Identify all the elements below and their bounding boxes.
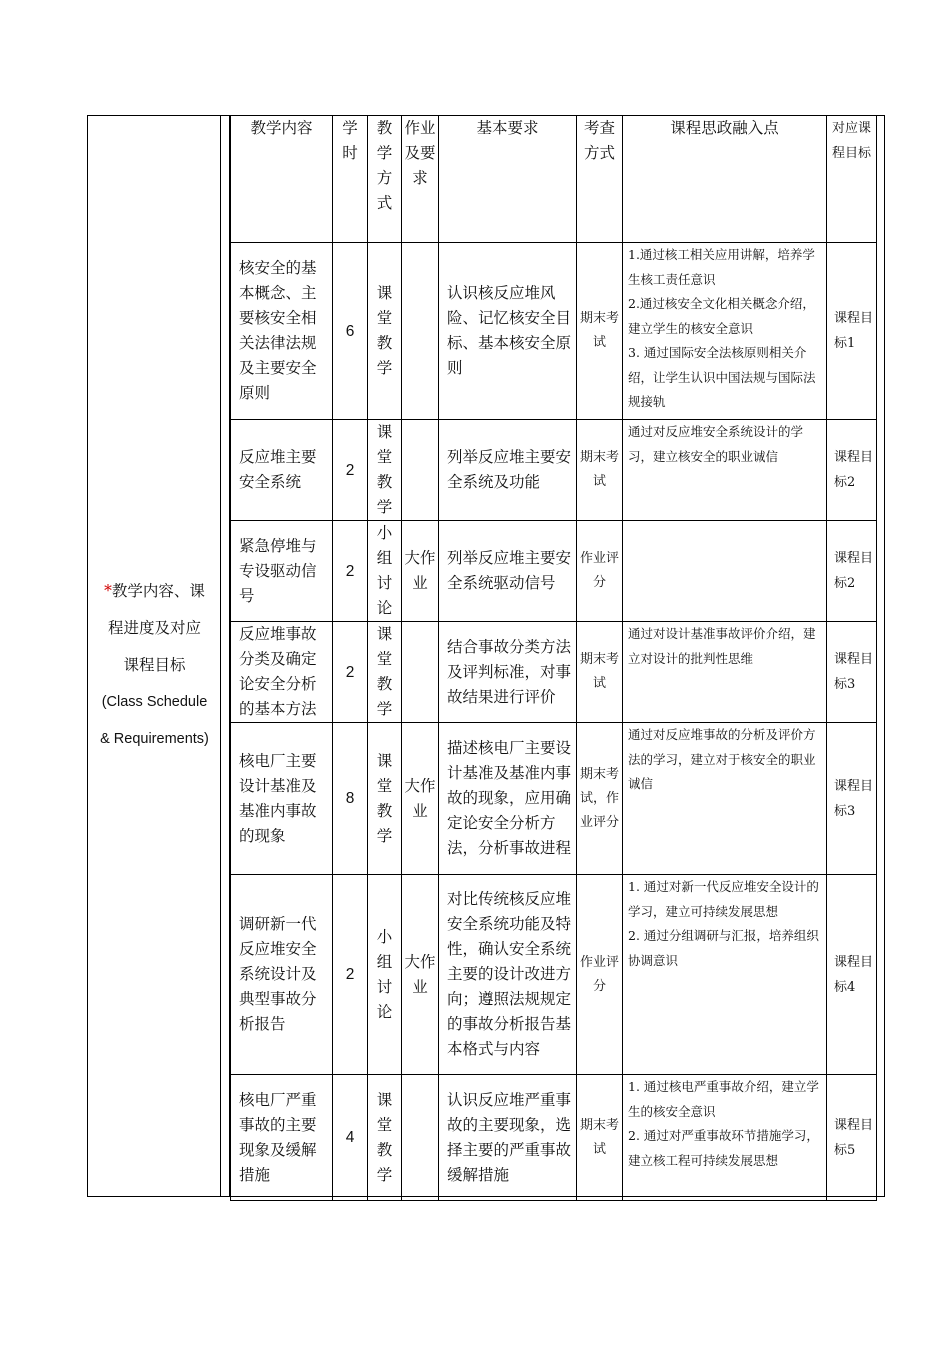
row-content: 紧急停堆与专设驱动信号: [231, 521, 333, 622]
row-hours: 2: [333, 420, 368, 521]
row-hours: 4: [333, 1075, 368, 1201]
row-exam: 作业评分: [577, 521, 623, 622]
table-row: [231, 622, 877, 723]
row-requirement: 描述核电厂主要设计基准及基准内事故的现象，应用确定论安全分析方法，分析事故进程: [439, 723, 577, 875]
table-row: [231, 420, 877, 521]
row-hours: 2: [333, 622, 368, 723]
header-requirement: 基本要求: [439, 116, 577, 243]
row-goal: 课程目标5: [827, 1075, 877, 1201]
schedule-table: [230, 115, 877, 1201]
row-requirement: 列举反应堆主要安全系统及功能: [439, 420, 577, 521]
row-sizheng: 1. 通过对新一代反应堆安全设计的学习，建立可持续发展思想 2. 通过分组调研与汇报，培养组织协调意识: [623, 875, 827, 1075]
section-label: [88, 573, 221, 758]
row-content: 调研新一代反应堆安全系统设计及典型事故分析报告: [231, 875, 333, 1075]
row-method: 课堂教学: [368, 1075, 402, 1201]
row-method: 课堂教学: [368, 243, 402, 420]
required-star: *: [104, 582, 112, 600]
header-exam: 考查方式: [577, 116, 623, 243]
row-content: 反应堆事故分类及确定论安全分析的基本方法: [231, 622, 333, 723]
row-goal: 课程目标2: [827, 521, 877, 622]
row-content: 核电厂主要设计基准及基准内事故的现象: [231, 723, 333, 875]
row-hours: 2: [333, 875, 368, 1075]
table-row: [231, 875, 877, 1075]
row-goal: 课程目标3: [827, 622, 877, 723]
header-row: [231, 116, 877, 243]
row-requirement: 认识核反应堆风险、记忆核安全目标、基本核安全原则: [439, 243, 577, 420]
row-goal: 课程目标3: [827, 723, 877, 875]
row-method: 小组讨论: [368, 875, 402, 1075]
row-homework: [402, 622, 439, 723]
header-goal: 对应课程目标: [827, 116, 877, 243]
row-content: 反应堆主要安全系统: [231, 420, 333, 521]
row-exam: 期末考试: [577, 243, 623, 420]
row-method: 课堂教学: [368, 622, 402, 723]
row-content: 核电厂严重事故的主要现象及缓解措施: [231, 1075, 333, 1201]
row-sizheng: 1. 通过核电严重事故介绍，建立学生的核安全意识 2. 通过对严重事故环节措施学习，建立核工程可持续发展思想: [623, 1075, 827, 1201]
row-content: 核安全的基本概念、主要核安全相关法律法规及主要安全原则: [231, 243, 333, 420]
row-sizheng: 通过对反应堆安全系统设计的学习，建立核安全的职业诚信: [623, 420, 827, 521]
table-row: [231, 723, 877, 875]
row-sizheng: [623, 521, 827, 622]
row-requirement: 认识反应堆严重事故的主要现象，选择主要的严重事故缓解措施: [439, 1075, 577, 1201]
row-method: 课堂教学: [368, 420, 402, 521]
header-sizheng: 课程思政融入点: [623, 116, 827, 243]
row-exam: 期末考试，作业评分: [577, 723, 623, 875]
section-label-en-line1: (Class Schedule: [101, 694, 208, 710]
row-homework: [402, 243, 439, 420]
schedule-outer-table: [87, 115, 885, 1197]
table-row: [231, 1075, 877, 1201]
row-requirement: 对比传统核反应堆安全系统功能及特性，确认安全系统主要的设计改进方向；遵照法规规定的事故分析报告基本格式与内容: [439, 875, 577, 1075]
header-homework: 作业及要求: [402, 116, 439, 243]
row-method: 小组讨论: [368, 521, 402, 622]
row-homework: 大作业: [402, 521, 439, 622]
row-homework: 大作业: [402, 875, 439, 1075]
row-sizheng: 通过对反应堆事故的分析及评价方法的学习，建立对于核安全的职业诚信: [623, 723, 827, 875]
row-exam: 期末考试: [577, 420, 623, 521]
section-label-en-line2: & Requirements): [100, 731, 209, 747]
table-row: [231, 521, 877, 622]
row-sizheng: 通过对设计基准事故评价介绍，建立对设计的批判性思维: [623, 622, 827, 723]
row-hours: 6: [333, 243, 368, 420]
row-goal: 课程目标2: [827, 420, 877, 521]
row-sizheng: 1.通过核工相关应用讲解，培养学生核工责任意识 2.通过核安全文化相关概念介绍，建立学生的核安全意识 3. 通过国际安全法核原则相关介绍，让学生认识中国法规与国际法规接轨: [623, 243, 827, 420]
row-hours: 8: [333, 723, 368, 875]
row-homework: [402, 1075, 439, 1201]
header-method: 教学方式: [368, 116, 402, 243]
section-label-line3: 课程目标: [123, 656, 186, 674]
row-exam: 期末考试: [577, 622, 623, 723]
row-goal: 课程目标4: [827, 875, 877, 1075]
row-exam: 作业评分: [577, 875, 623, 1075]
row-goal: 课程目标1: [827, 243, 877, 420]
row-homework: 大作业: [402, 723, 439, 875]
row-exam: 期末考试: [577, 1075, 623, 1201]
row-requirement: 列举反应堆主要安全系统驱动信号: [439, 521, 577, 622]
row-method: 课堂教学: [368, 723, 402, 875]
header-content: 教学内容: [231, 116, 333, 243]
section-label-line1: 教学内容、课: [111, 582, 205, 600]
section-label-cell: [88, 116, 221, 1196]
row-requirement: 结合事故分类方法及评判标准，对事故结果进行评价: [439, 622, 577, 723]
row-homework: [402, 420, 439, 521]
table-row: [231, 243, 877, 420]
header-hours: 学时: [333, 116, 368, 243]
section-label-line2: 程进度及对应: [107, 619, 201, 637]
row-hours: 2: [333, 521, 368, 622]
